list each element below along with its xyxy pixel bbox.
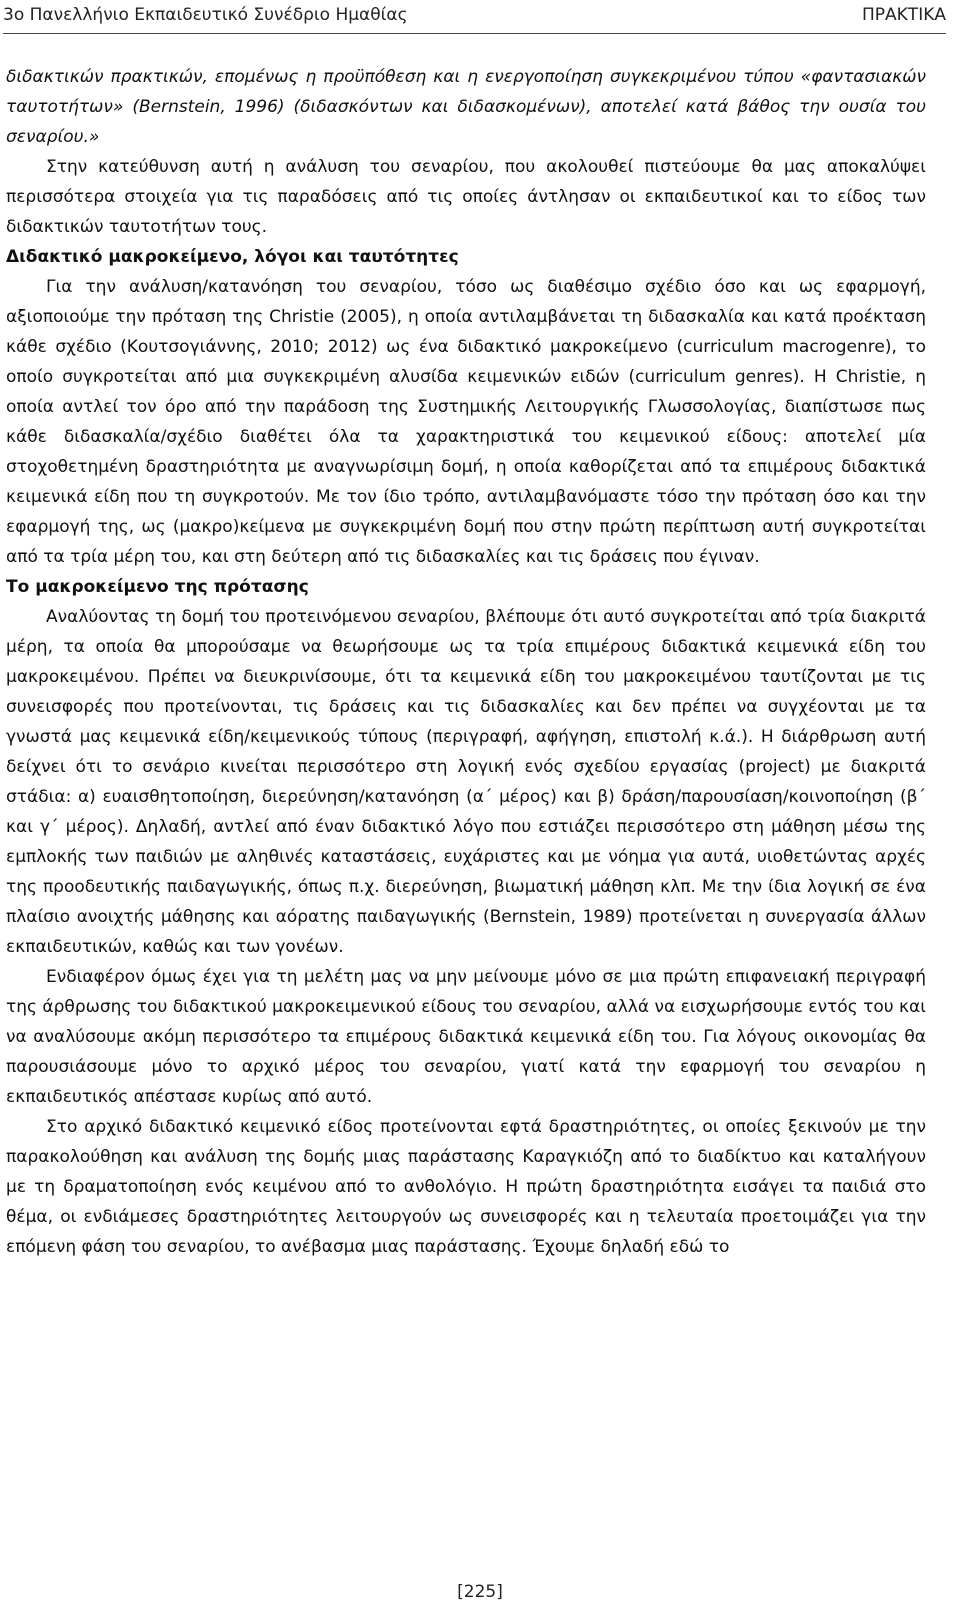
header-divider xyxy=(3,33,946,34)
conference-title: 3ο Πανελλήνιο Εκπαιδευτικό Συνέδριο Ημαθίας xyxy=(3,5,408,25)
page-number: [225] xyxy=(457,1582,503,1602)
section-heading-proposal: Το μακροκείμενο της πρότασης xyxy=(6,577,309,597)
paragraph-activities: Στο αρχικό διδακτικό κειμενικό είδος προτείνονται εφτά δραστηριότητες, οι οποίες ξεκινούν με την παρακολούθηση και ανάλυση της δομής μιας παράστασης Καραγκιόζη από το διαδίκτυο και καταλήγουν με τη δραματοποίηση ενός κειμένου από το ανθολόγιο. Η πρώτη δραστηριότητα εισάγει τα παιδιά στο θέμα, οι ενδιάμεσες δραστηριότητες λειτουργούν ως συνεισφορές και η τελευταία προετοιμάζει για την επόμενη φάση του σεναρίου, το ανέβασμα μιας παράστασης. Έχουμε δηλαδή εδώ το xyxy=(6,1117,926,1257)
section-heading-macrogenre: Διδακτικό μακροκείμενο, λόγοι και ταυτότητες xyxy=(6,247,459,267)
page-body xyxy=(6,62,926,1262)
section-label: ΠΡΑΚΤΙΚΑ xyxy=(862,5,946,25)
paragraph-interest: Ενδιαφέρον όμως έχει για τη μελέτη μας να μην μείνουμε μόνο σε μια πρώτη επιφανειακή περιγραφή της άρθρωσης του διδακτικού μακροκειμενικού είδους του σεναρίου, αλλά να εισχωρήσουμε εντός του και να αναλύσουμε ακόμη περισσότερο τα επιμέρους διδακτικά κειμενικά είδη του. Για λόγους οικονομίας θα παρουσιάσουμε μόνο το αρχικό μέρος του σεναρίου, γιατί κατά την εφαρμογή του σεναρίου η εκπαιδευτικός απέστασε κυρίως από αυτό. xyxy=(6,967,926,1107)
running-header xyxy=(3,2,946,28)
paragraph-structure: Αναλύοντας τη δομή του προτεινόμενου σεναρίου, βλέπουμε ότι αυτό συγκροτείται από τρία διακριτά μέρη, τα οποία θα μπορούσαμε να θεωρήσουμε ως τα τρία επιμέρους διδακτικά κειμενικά είδη του μακροκειμένου. Πρέπει να διευκρινίσουμε, ότι τα κειμενικά είδη του μακροκειμένου ταυτίζονται με τις συνεισφορές που προτείνονται, τις δράσεις και τις διδασκαλίες και δεν πρέπει να συγχέονται με τα γνωστά μας κειμενικά είδη/κειμενικούς τύπους (περιγραφή, αφήγηση, επιστολή κ.ά.). Η διάρθρωση αυτή δείχνει ότι το σενάριο κινείται περισσότερο στη λογική ενός σχεδίου εργασίας (project) με διακριτά στάδια: α) ευαισθητοποίηση, διερεύνηση/κατανόηση (α΄ μέρος) και β) δράση/παρουσίαση/κοινοποίηση (β΄ και γ΄ μέρος). Δηλαδή, αντλεί από έναν διδακτικό λόγο που εστιάζει περισσότερο στη μάθηση μέσω της εμπλοκής των παιδιών με αληθινές καταστάσεις, ευχάριστες και με νόημα για αυτά, υιοθετώντας αρχές της προοδευτικής παιδαγωγικής, όπως π.χ. διερεύνηση, βιωματική μάθηση κλπ. Με την ίδια λογική σε ένα πλαίσιο ανοιχτής μάθησης και αόρατης παιδαγωγικής (Bernstein, 1989) προτείνεται η συνεργασία άλλων εκπαιδευτικών, καθώς και των γονέων. xyxy=(6,607,926,957)
paragraph-quote-end: διδακτικών πρακτικών, επομένως η προϋπόθεση και η ενεργοποίηση συγκεκριμένου τύπου «φαντασιακών ταυτοτήτων» (Bernstein, 1996) (διδασκόντων και διδασκομένων), αποτελεί κατά βάθος την ουσία του σεναρίου.» xyxy=(6,67,926,147)
paragraph-analysis-intro: Στην κατεύθυνση αυτή η ανάλυση του σεναρίου, που ακολουθεί πιστεύουμε θα μας αποκαλύψει περισσότερα στοιχεία για τις παραδόσεις από τις οποίες άντλησαν οι εκπαιδευτικοί και το είδος των διδακτικών ταυτοτήτων τους. xyxy=(6,157,926,237)
paragraph-christie: Για την ανάλυση/κατανόηση του σεναρίου, τόσο ως διαθέσιμο σχέδιο όσο και ως εφαρμογή, αξιοποιούμε την πρόταση της Christie (2005), η οποία αντιλαμβάνεται τη διδασκαλία και κατά προέκταση κάθε σχέδιο (Κουτσογιάννης, 2010; 2012) ως ένα διδακτικό μακροκείμενο (curriculum macrogenre), το οποίο συγκροτείται από μια συγκεκριμένη αλυσίδα κειμενικών ειδών (curriculum genres). Η Christie, η οποία αντλεί τον όρο από την παράδοση της Συστημικής Λειτουργικής Γλωσσολογίας, διαπίστωσε πως κάθε διδασκαλία/σχέδιο διαθέτει όλα τα χαρακτηριστικά του κειμενικού είδους: αποτελεί μία στοχοθετημένη δραστηριότητα με αναγνωρίσιμη δομή, η οποία καθορίζεται από τα επιμέρους διδακτικά κειμενικά είδη που τη συγκροτούν. Με τον ίδιο τρόπο, αντιλαμβανόμαστε τόσο την πρόταση όσο και την εφαρμογή της, ως (μακρο)κείμενα με συγκεκριμένη δομή που στην πρώτη περίπτωση αυτή συγκροτείται από τα τρία μέρη του, και στη δεύτερη από τις διδασκαλίες και τις δράσεις που έγιναν. xyxy=(6,277,926,567)
